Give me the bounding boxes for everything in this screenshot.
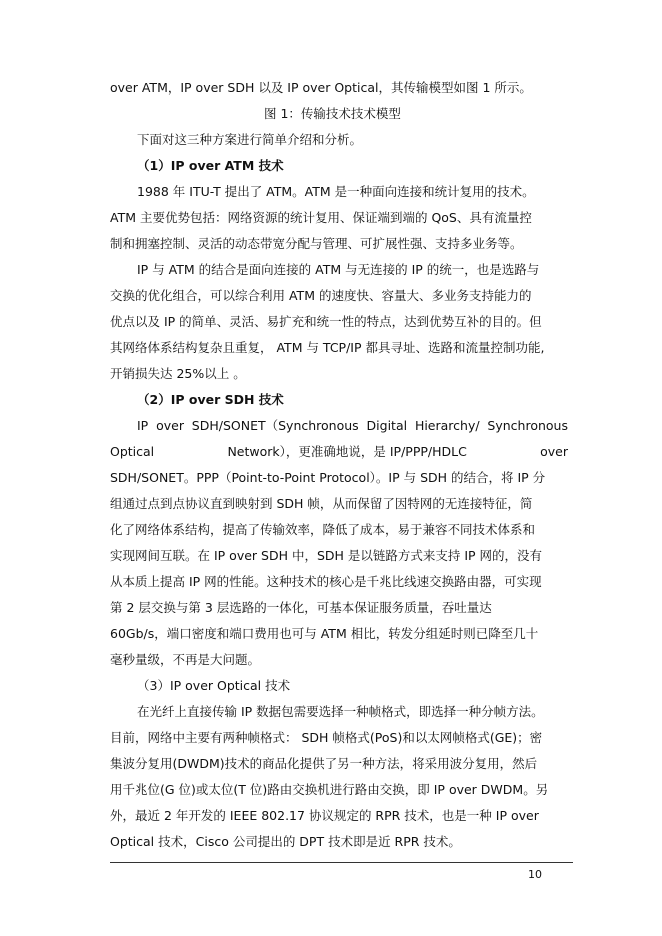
text-line: 1988 年 ITU-T 提出了 ATM。ATM 是一种面向连接和统计复用的技术。 [137, 184, 535, 199]
text-line: SDH/SONET。PPP（Point-to-Point Protocol）。IP 与 SDH 的结合，将 IP 分 [110, 470, 546, 485]
text-line: 交换的优化组合，可以综合利用 ATM 的速度快、容量大、多业务支持能力的 [110, 288, 532, 303]
text-line: 在光纤上直接传输 IP 数据包需要选择一种帧格式，即选择一种分帧方法。 [137, 704, 544, 719]
figure-caption: 图 1：传输技术技术模型 [264, 106, 401, 121]
text-line: 制和拥塞控制、灵活的动态带宽分配与管理、可扩展性强、支持多业务等。 [110, 236, 523, 251]
word: Hierarchy/ [414, 418, 480, 433]
text-line: 60Gb/s，端口密度和端口费用也可与 ATM 相比，转发分组延时则已降至几十 [110, 626, 539, 641]
word: over [540, 444, 568, 459]
text-line: IP 与 ATM 的结合是面向连接的 ATM 与无连接的 IP 的统一，也是选路与 [137, 262, 540, 277]
text-line: 优点以及 IP 的简单、灵活、易扩充和统一性的特点，达到优势互补的目的。但 [110, 314, 542, 329]
word: Network），更准确地说，是 IP/PPP/HDLC [227, 444, 467, 459]
word: Synchronous [487, 418, 568, 433]
text-line: 用千兆位(G 位)或太位(T 位)路由交换机进行路由交换，即 IP over DWDM。另 [110, 782, 549, 797]
word: Digital [366, 418, 408, 433]
text-line: 外，最近 2 年开发的 IEEE 802.17 协议规定的 RPR 技术，也是一种 IP over [110, 808, 539, 823]
justified-line [110, 444, 568, 460]
text-line: ATM 主要优势包括：网络资源的统计复用、保证端到端的 QoS、具有流量控 [110, 210, 532, 225]
text-line: 毫秒量级，不再是大问题。 [110, 652, 261, 667]
text-line: 组通过点到点协议直到映射到 SDH 帧，从而保留了因特网的无连接特征，简 [110, 496, 533, 511]
footer-divider [110, 862, 573, 863]
text-line: 第 2 层交换与第 3 层选路的一体化，可基本保证服务质量，吞吐量达 [110, 600, 492, 615]
section-heading: （2）IP over SDH 技术 [137, 392, 284, 407]
text-line: over ATM，IP over SDH 以及 IP over Optical，其传输模型如图 1 所示。 [110, 80, 532, 95]
section-heading: （1）IP over ATM 技术 [137, 158, 284, 173]
text-line: 化了网络体系结构，提高了传输效率，降低了成本，易于兼容不同技术体系和 [110, 522, 536, 537]
text-line: Optical 技术，Cisco 公司提出的 DPT 技术即是近 RPR 技术。 [110, 834, 461, 849]
justified-line [137, 418, 568, 434]
page-number: 10 [528, 868, 542, 881]
text-line: 集波分复用(DWDM)技术的商品化提供了另一种方法，将采用波分复用，然后 [110, 756, 538, 771]
word: Optical [110, 444, 155, 459]
section-heading: （3）IP over Optical 技术 [137, 678, 291, 693]
text-line: 其网络体系结构复杂且重复， ATM 与 TCP/IP 都具寻址、选路和流量控制功能, [110, 340, 545, 355]
text-line: 从本质上提高 IP 网的性能。这种技术的核心是千兆比线速交换路由器，可实现 [110, 574, 542, 589]
word: SDH/SONET（Synchronous [191, 418, 359, 433]
text-line: 实现网间互联。在 IP over SDH 中，SDH 是以链路方式来支持 IP 网的，没有 [110, 548, 543, 563]
text-line: 下面对这三种方案进行简单介绍和分析。 [137, 132, 363, 147]
text-line: 开销损失达 25%以上 。 [110, 366, 246, 381]
word: IP [137, 418, 149, 433]
word: over [156, 418, 184, 433]
text-line: 目前，网络中主要有两种帧格式： SDH 帧格式(PoS)和以太网帧格式(GE)；密 [110, 730, 543, 745]
